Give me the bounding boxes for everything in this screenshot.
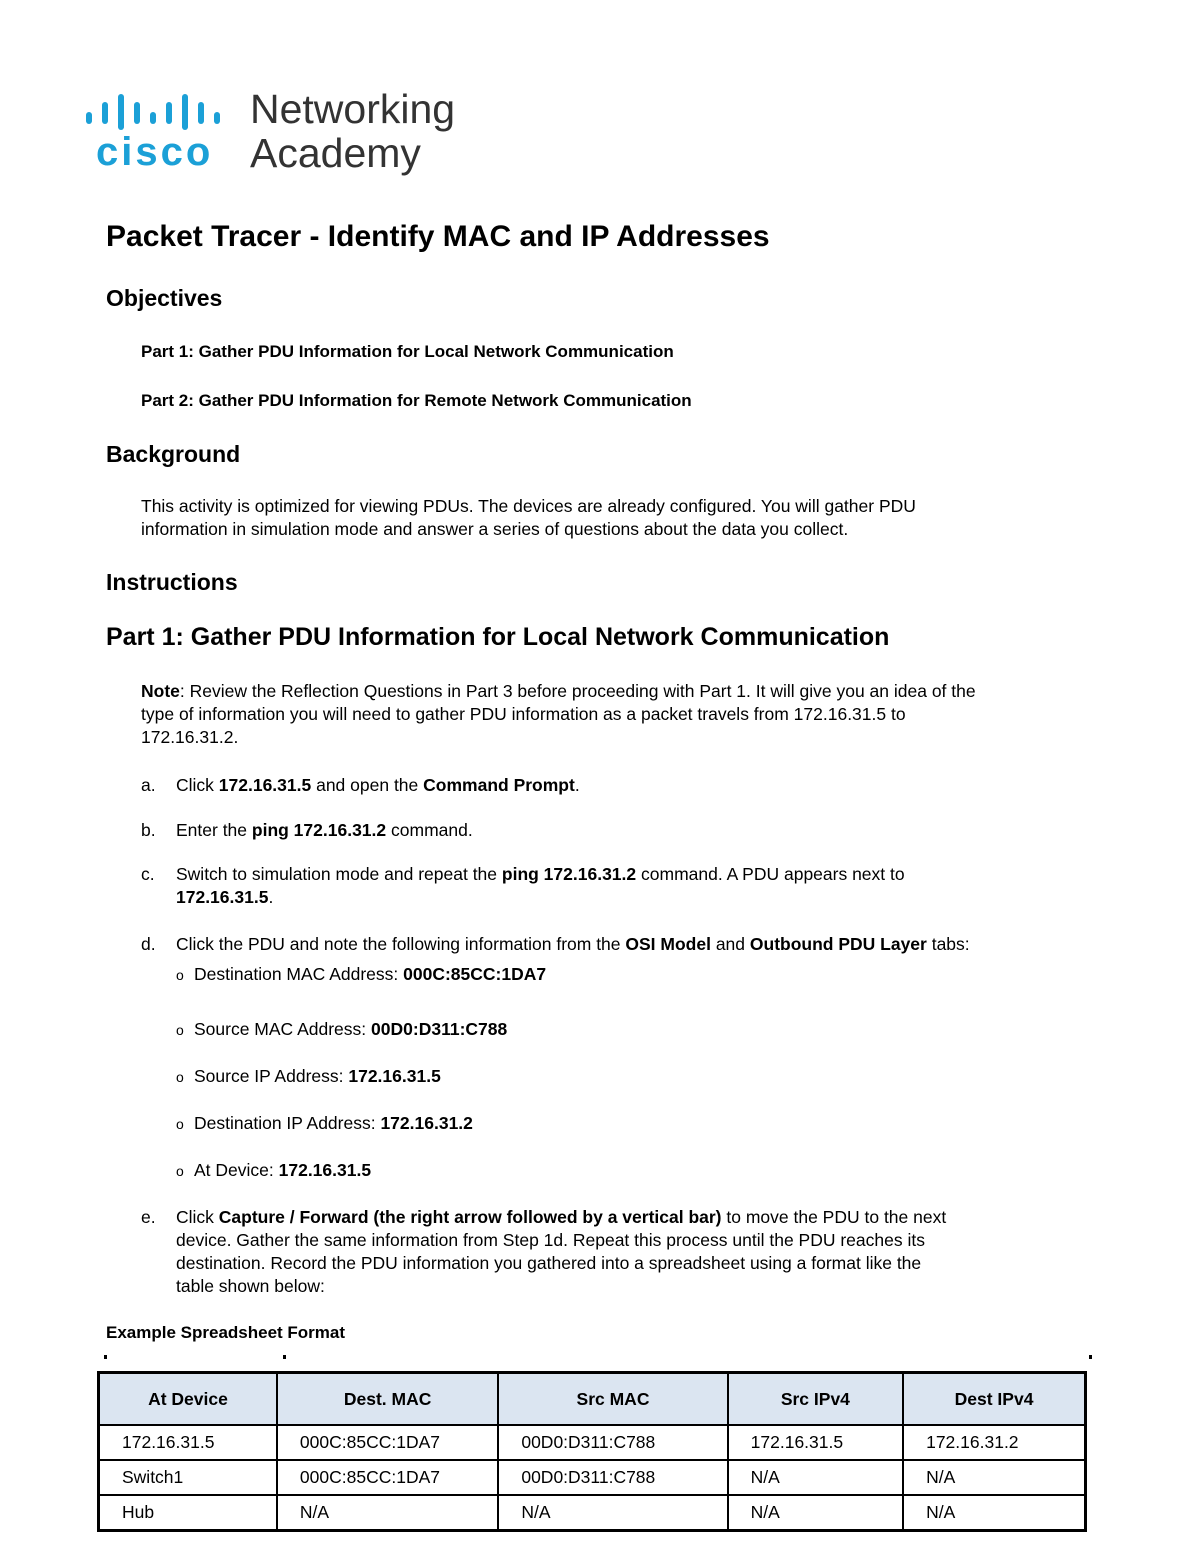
bullet-src-ip: o Source IP Address: 172.16.31.5 — [176, 1066, 441, 1086]
cisco-networking-academy-logo — [82, 86, 482, 186]
table-cell: 000C:85CC:1DA7 — [277, 1460, 498, 1495]
table-row — [99, 1495, 1086, 1531]
header-dest-mac: Dest. MAC — [277, 1373, 498, 1426]
bullet-dest-ip: o Destination IP Address: 172.16.31.2 — [176, 1113, 473, 1133]
table-header-row — [99, 1373, 1086, 1426]
table-cell: N/A — [728, 1495, 903, 1531]
note-label: Note — [141, 681, 180, 701]
table-cell: N/A — [903, 1460, 1085, 1495]
note-paragraph: Note: Review the Reflection Questions in Part 3 before proceeding with Part 1. It will give you an idea of the type of information you will need to gather PDU information as a packet travels from 172.16.31.5 to 172.16.31.2. — [141, 681, 976, 747]
objective-item-1: Part 1: Gather PDU Information for Local Network Communication — [141, 342, 674, 361]
table-row — [99, 1425, 1086, 1460]
logo-networking: Networking — [250, 86, 456, 132]
pdu-spreadsheet-table — [97, 1371, 1087, 1532]
instructions-heading: Instructions — [106, 569, 238, 595]
step-b: b. Enter the ping 172.16.31.2 command. — [141, 820, 473, 840]
header-src-ipv4: Src IPv4 — [728, 1373, 903, 1426]
table-cell: 172.16.31.2 — [903, 1425, 1085, 1460]
marker-tick — [1089, 1355, 1092, 1359]
table-row — [99, 1460, 1086, 1495]
part1-heading: Part 1: Gather PDU Information for Local Network Communication — [106, 623, 890, 651]
objectives-heading: Objectives — [106, 285, 223, 311]
header-at-device: At Device — [99, 1373, 277, 1426]
logo-academy: Academy — [250, 130, 421, 176]
step-a: a. Click 172.16.31.5 and open the Command Prompt. — [141, 775, 580, 795]
step-d: d. Click the PDU and note the following information from the OSI Model and Outbound PDU Layer tabs: — [141, 934, 970, 954]
background-heading: Background — [106, 441, 241, 467]
table-cell: N/A — [277, 1495, 498, 1531]
header-dest-ipv4: Dest IPv4 — [903, 1373, 1085, 1426]
marker-tick — [283, 1355, 286, 1359]
table-cell: N/A — [728, 1460, 903, 1495]
table-cell: 00D0:D311:C788 — [498, 1460, 727, 1495]
table-cell: 172.16.31.5 — [728, 1425, 903, 1460]
table-cell: Hub — [99, 1495, 277, 1531]
table-cell: Switch1 — [99, 1460, 277, 1495]
objective-item-2: Part 2: Gather PDU Information for Remote Network Communication — [141, 391, 692, 410]
table-cell: N/A — [498, 1495, 727, 1531]
cisco-wordmark: cisco — [96, 130, 214, 174]
background-text: This activity is optimized for viewing PDUs. The devices are already configured. You will gather PDU information in simulation mode and answer a series of questions about the data you collect. — [141, 496, 916, 539]
table-cell: 00D0:D311:C788 — [498, 1425, 727, 1460]
bullet-dest-mac: o Destination MAC Address: 000C:85CC:1DA7 — [176, 964, 547, 984]
bullet-at-device: o At Device: 172.16.31.5 — [176, 1160, 372, 1180]
header-src-mac: Src MAC — [498, 1373, 727, 1426]
table-cell: N/A — [903, 1495, 1085, 1531]
bullet-src-mac: o Source MAC Address: 00D0:D311:C788 — [176, 1019, 508, 1039]
step-c: c. Switch to simulation mode and repeat the ping 172.16.31.2 command. A PDU appears next to 172.16.31.5. — [141, 864, 905, 907]
page-title: Packet Tracer - Identify MAC and IP Addresses — [106, 220, 770, 253]
table-cell: 000C:85CC:1DA7 — [277, 1425, 498, 1460]
table-cell: 172.16.31.5 — [99, 1425, 277, 1460]
step-e: e. Click Capture / Forward (the right arrow followed by a vertical bar) to move the PDU to the next device. Gather the same information from Step 1d. Repeat this process until the PDU reaches its destination. Record the PDU information you gathered into a spreadsheet using a format like the table shown below: — [141, 1207, 947, 1296]
marker-tick — [104, 1355, 107, 1359]
table-caption: Example Spreadsheet Format — [106, 1323, 346, 1342]
